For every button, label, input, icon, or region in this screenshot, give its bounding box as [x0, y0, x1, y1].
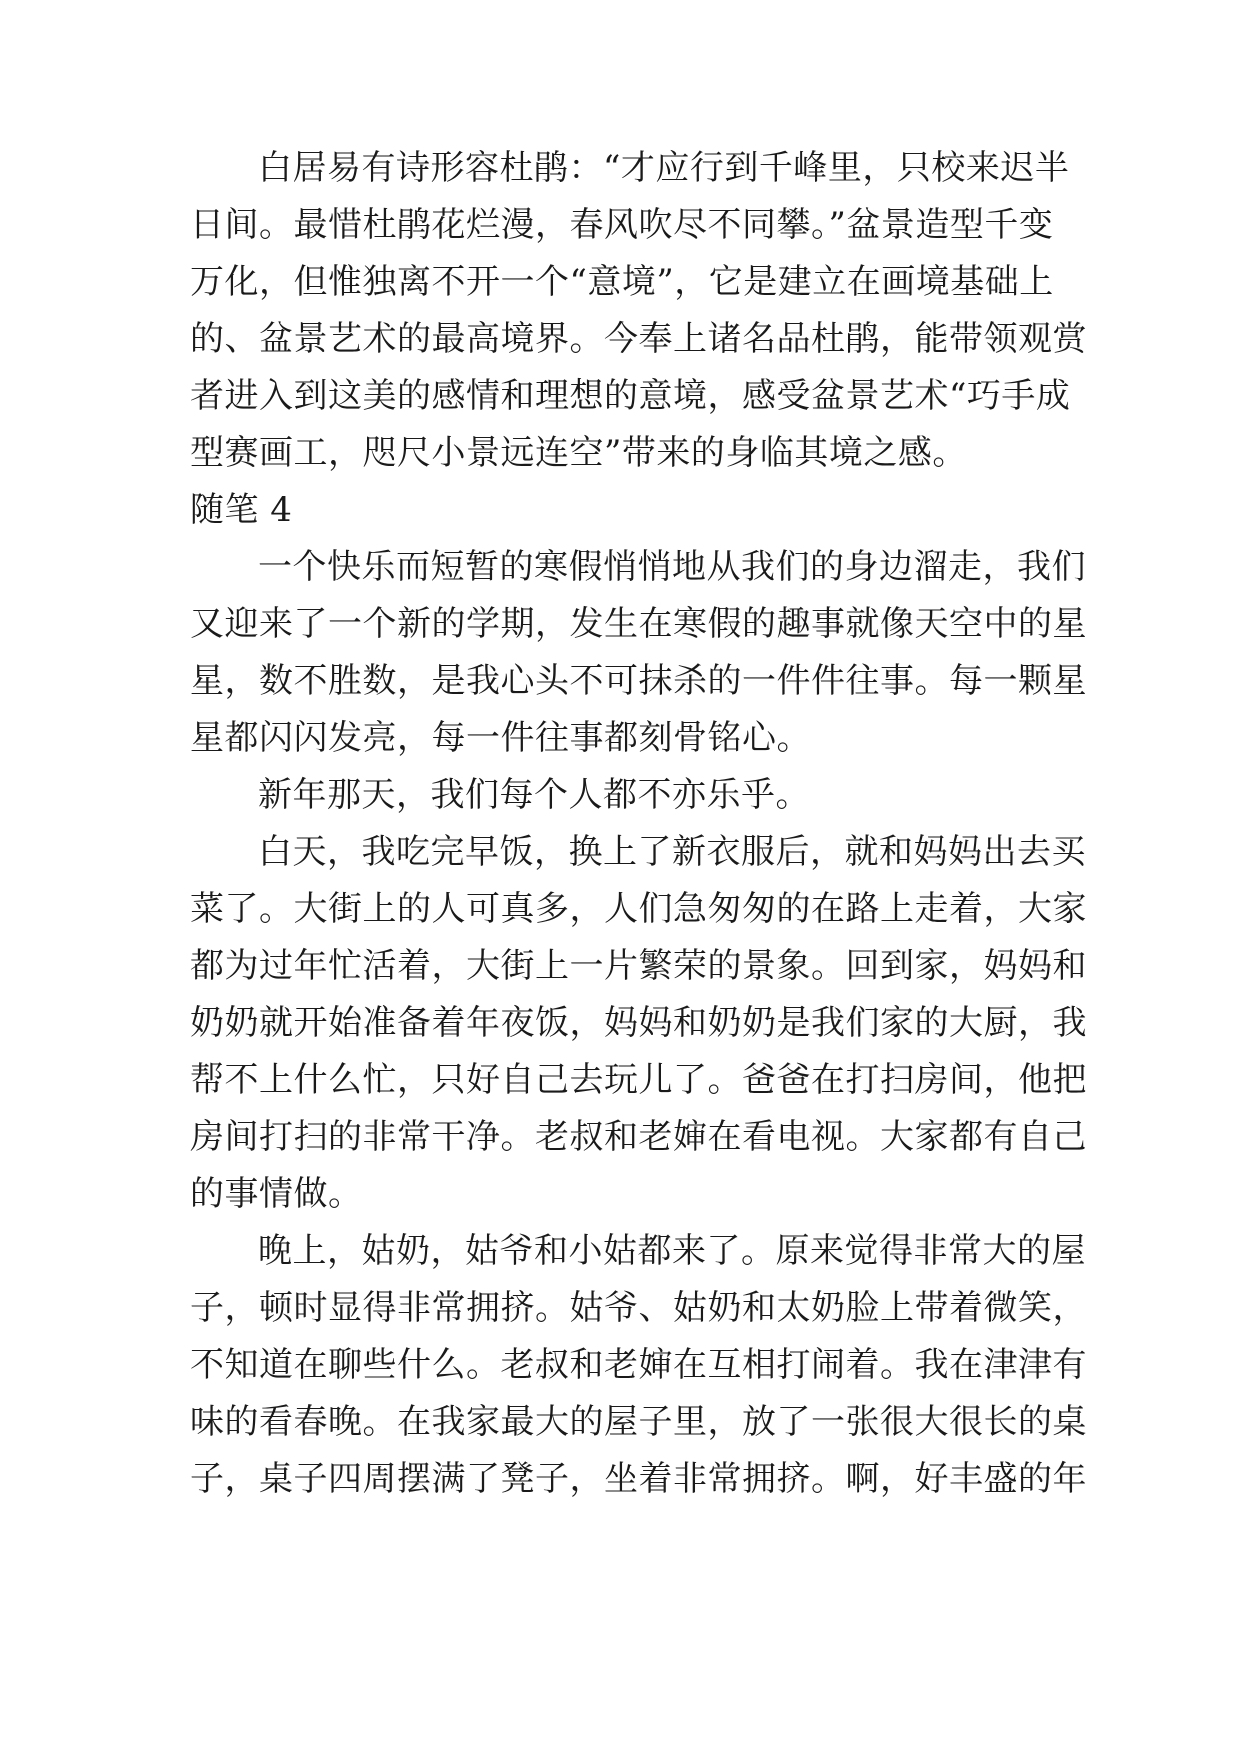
paragraph-line: 又迎来了一个新的学期，发生在寒假的趣事就像天空中的星: [190, 604, 1087, 644]
paragraph-line: 日间。最惜杜鹃花烂漫，春风吹尽不同攀。”盆景造型千变: [190, 205, 1054, 245]
section-heading: 随笔 4: [190, 490, 293, 530]
paragraph-line: 的、盆景艺术的最高境界。今奉上诸名品杜鹃，能带领观赏: [190, 319, 1087, 359]
paragraph-line: 味的看春晚。在我家最大的屋子里，放了一张很大很长的桌: [190, 1402, 1087, 1442]
paragraph-line: 帮不上什么忙，只好自己去玩儿了。爸爸在打扫房间，他把: [190, 1060, 1087, 1100]
paragraph-line: 白天，我吃完早饭，换上了新衣服后，就和妈妈出去买: [258, 832, 1086, 872]
paragraph-line: 都为过年忙活着，大街上一片繁荣的景象。回到家，妈妈和: [190, 946, 1087, 986]
paragraph-line: 型赛画工，咫尺小景远连空”带来的身临其境之感。: [190, 433, 967, 473]
paragraph-line: 星都闪闪发亮，每一件往事都刻骨铭心。: [190, 718, 811, 758]
paragraph-line: 奶奶就开始准备着年夜饭，妈妈和奶奶是我们家的大厨，我: [190, 1003, 1087, 1043]
paragraph-line: 星，数不胜数，是我心头不可抹杀的一件件往事。每一颗星: [190, 661, 1087, 701]
paragraph-line: 房间打扫的非常干净。老叔和老婶在看电视。大家都有自己: [190, 1117, 1087, 1157]
paragraph-line: 一个快乐而短暂的寒假悄悄地从我们的身边溜走，我们: [258, 547, 1086, 587]
paragraph-line: 者进入到这美的感情和理想的意境，感受盆景艺术“巧手成: [190, 376, 1071, 416]
paragraph-line: 子，顿时显得非常拥挤。姑爷、姑奶和太奶脸上带着微笑，: [190, 1288, 1087, 1328]
paragraph-line: 万化，但惟独离不开一个“意境”，它是建立在画境基础上: [190, 262, 1054, 302]
paragraph-line: 子，桌子四周摆满了凳子，坐着非常拥挤。啊，好丰盛的年: [190, 1459, 1087, 1499]
paragraph-line: 的事情做。: [190, 1174, 363, 1214]
paragraph-line: 菜了。大街上的人可真多，人们急匆匆的在路上走着，大家: [190, 889, 1087, 929]
paragraph-line: 新年那天，我们每个人都不亦乐乎。: [258, 775, 810, 815]
paragraph-line: 不知道在聊些什么。老叔和老婶在互相打闹着。我在津津有: [190, 1345, 1087, 1385]
paragraph-line: 晚上，姑奶，姑爷和小姑都来了。原来觉得非常大的屋: [258, 1231, 1086, 1271]
paragraph-line: 白居易有诗形容杜鹃：“才应行到千峰里，只校来迟半: [258, 148, 1070, 188]
